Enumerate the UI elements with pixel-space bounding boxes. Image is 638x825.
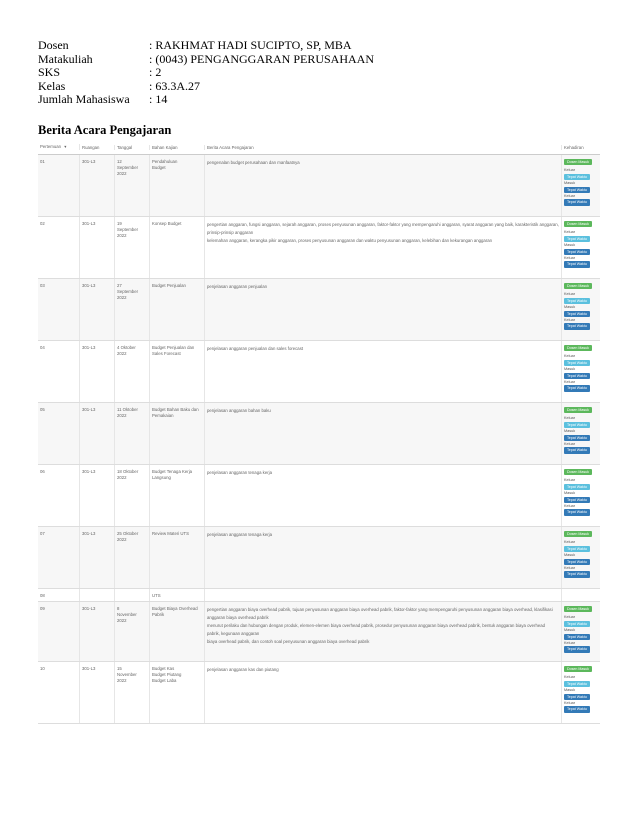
cell-tanggal: 12 September 2022 — [115, 155, 150, 216]
dosen-masuk-button[interactable]: Dosen Masuk — [564, 159, 592, 165]
keluar-label: Keluar — [564, 317, 575, 322]
table-header — [38, 140, 600, 155]
dosen-masuk-button[interactable]: Dosen Masuk — [564, 283, 592, 289]
cell-kehadiran — [562, 155, 600, 216]
table-row — [38, 217, 600, 279]
info-key: Matakuliah — [38, 51, 93, 66]
dosen-masuk-button[interactable]: Dosen Masuk — [564, 531, 592, 537]
col-header-kehadiran[interactable]: Kehadiran — [564, 144, 584, 150]
cell-pertemuan: 10 — [38, 662, 80, 723]
masuk-label: Masuk — [564, 243, 576, 248]
table-row — [38, 602, 600, 662]
masuk-label: Masuk — [564, 688, 576, 693]
cell-ruangan: 301-L3 — [80, 341, 115, 402]
tepat-waktu-badge[interactable]: Tepat Waktu — [564, 546, 590, 552]
table-row — [38, 662, 600, 724]
cell-berita-acara: penjelasan anggaran tenaga kerja — [205, 527, 562, 588]
cell-kehadiran — [562, 527, 600, 588]
tepat-waktu-button[interactable]: Tepat Waktu — [564, 323, 590, 329]
info-value: : RAKHMAT HADI SUCIPTO, SP, MBA — [149, 38, 352, 52]
keluar-label: Keluar — [564, 540, 575, 545]
cell-pertemuan: 05 — [38, 403, 80, 464]
keluar-label: Keluar — [564, 292, 575, 297]
table-row — [38, 589, 600, 602]
cell-bahan-kajian: Review Materi UTS — [150, 527, 205, 588]
dosen-masuk-button[interactable]: Dosen Masuk — [564, 666, 592, 672]
tepat-waktu-button[interactable]: Tepat Waktu — [564, 634, 590, 640]
cell-pertemuan: 03 — [38, 279, 80, 340]
tepat-waktu-button[interactable]: Tepat Waktu — [564, 187, 590, 193]
cell-tanggal: 11 Oktober 2022 — [115, 403, 150, 464]
info-row — [38, 80, 374, 94]
cell-ruangan — [80, 589, 115, 601]
tepat-waktu-button[interactable]: Tepat Waktu — [564, 447, 590, 453]
cell-bahan-kajian: UTS — [150, 589, 205, 601]
cell-berita-acara: penjelasan anggaran penjualan dan sales forecast — [205, 341, 562, 402]
dosen-masuk-button[interactable]: Dosen Masuk — [564, 469, 592, 475]
tepat-waktu-badge[interactable]: Tepat Waktu — [564, 360, 590, 366]
cell-kehadiran — [562, 465, 600, 526]
tepat-waktu-button[interactable]: Tepat Waktu — [564, 199, 590, 205]
keluar-label: Keluar — [564, 193, 575, 198]
cell-pertemuan: 09 — [38, 602, 80, 661]
cell-bahan-kajian: Budget Tenaga Kerja Langsung — [150, 465, 205, 526]
tepat-waktu-button[interactable]: Tepat Waktu — [564, 435, 590, 441]
tepat-waktu-button[interactable]: Tepat Waktu — [564, 706, 590, 712]
table-row — [38, 527, 600, 589]
table-row — [38, 341, 600, 403]
info-key: SKS — [38, 65, 61, 80]
keluar-label: Keluar — [564, 675, 575, 680]
masuk-label: Masuk — [564, 305, 576, 310]
keluar-label: Keluar — [564, 503, 575, 508]
info-row — [38, 39, 374, 53]
tepat-waktu-badge[interactable]: Tepat Waktu — [564, 621, 590, 627]
section-title: Berita Acara Pengajaran — [38, 123, 172, 137]
tepat-waktu-button[interactable]: Tepat Waktu — [564, 261, 590, 267]
masuk-label: Masuk — [564, 181, 576, 186]
masuk-label: Masuk — [564, 429, 576, 434]
keluar-label: Keluar — [564, 565, 575, 570]
keluar-label: Keluar — [564, 640, 575, 645]
course-info — [38, 39, 374, 107]
sort-icon: ▾ — [64, 144, 67, 149]
cell-ruangan: 301-L3 — [80, 155, 115, 216]
info-row — [38, 53, 374, 67]
col-header-bahan-kajian[interactable]: Bahan Kajian — [150, 145, 205, 150]
masuk-label: Masuk — [564, 367, 576, 372]
cell-bahan-kajian: Budget Bahan Baku dan Pemakaian — [150, 403, 205, 464]
tepat-waktu-button[interactable]: Tepat Waktu — [564, 373, 590, 379]
cell-pertemuan: 07 — [38, 527, 80, 588]
cell-pertemuan: 06 — [38, 465, 80, 526]
cell-tanggal: 8 November 2022 — [115, 602, 150, 661]
masuk-label: Masuk — [564, 553, 576, 558]
tepat-waktu-badge[interactable]: Tepat Waktu — [564, 174, 590, 180]
masuk-label: Masuk — [564, 628, 576, 633]
tepat-waktu-button[interactable]: Tepat Waktu — [564, 385, 590, 391]
cell-ruangan: 301-L3 — [80, 527, 115, 588]
cell-ruangan: 301-L3 — [80, 465, 115, 526]
cell-ruangan: 301-L3 — [80, 403, 115, 464]
tepat-waktu-button[interactable]: Tepat Waktu — [564, 694, 590, 700]
teaching-report-table — [38, 140, 600, 724]
cell-berita-acara: pengenalan budget perusahaan dan manfaatnya — [205, 155, 562, 216]
tepat-waktu-button[interactable]: Tepat Waktu — [564, 559, 590, 565]
tepat-waktu-button[interactable]: Tepat Waktu — [564, 311, 590, 317]
cell-tanggal — [115, 589, 150, 601]
info-key: Jumlah Mahasiswa — [38, 92, 130, 107]
table-row — [38, 155, 600, 217]
keluar-label: Keluar — [564, 168, 575, 173]
cell-tanggal: 15 November 2022 — [115, 662, 150, 723]
keluar-label: Keluar — [564, 255, 575, 260]
cell-pertemuan: 08 — [38, 589, 80, 601]
cell-tanggal: 18 Oktober 2022 — [115, 465, 150, 526]
info-value: : 2 — [149, 65, 162, 80]
tepat-waktu-button[interactable]: Tepat Waktu — [564, 571, 590, 577]
cell-berita-acara: penjelasan anggaran penjualan — [205, 279, 562, 340]
col-header-ruangan[interactable]: Ruangan — [80, 145, 115, 150]
cell-kehadiran — [562, 279, 600, 340]
col-header-tanggal[interactable]: Tanggal — [115, 145, 150, 150]
keluar-label: Keluar — [564, 615, 575, 620]
col-header-pertemuan[interactable]: Pertemuan ▾ — [38, 144, 80, 150]
cell-ruangan: 301-L3 — [80, 602, 115, 661]
col-header-berita-acara[interactable]: Berita Acara Pengajaran — [205, 145, 562, 150]
keluar-label: Keluar — [564, 230, 575, 235]
keluar-label: Keluar — [564, 441, 575, 446]
cell-bahan-kajian: Konsep Budget — [150, 217, 205, 278]
cell-bahan-kajian: Budget Penjualan dan Sales Forecast — [150, 341, 205, 402]
cell-tanggal: 25 Oktober 2022 — [115, 527, 150, 588]
cell-berita-acara: pengertian anggaran biaya overhead pabrik, tujuan penyusunan anggaran biaya overhead pabrik, faktor-faktor yang mempengaruhi penyusunan anggaran biaya overhead, klasifikasi anggaran biaya overhead pabrik menurut perilaku dan hubungan dengan produk, elemen-elemen biaya overhead pabrik, prosedur penyusunan anggaran biaya overhead pabrik, bentuk anggaran biaya overhead pabrik, kegunaan anggaran biaya overhead pabrik, dan contoh soal penyusunan anggaran biaya overhead pabrik — [205, 602, 562, 661]
info-value: : (0043) PENGANGGARAN PERUSAHAAN — [149, 51, 375, 66]
tepat-waktu-badge[interactable]: Tepat Waktu — [564, 681, 590, 687]
cell-bahan-kajian: Budget Biaya Overhead Pabrik — [150, 602, 205, 661]
tepat-waktu-button[interactable]: Tepat Waktu — [564, 497, 590, 503]
dosen-masuk-button[interactable]: Dosen Masuk — [564, 221, 592, 227]
cell-kehadiran — [562, 217, 600, 278]
keluar-label: Keluar — [564, 700, 575, 705]
cell-kehadiran — [562, 602, 600, 661]
cell-berita-acara — [205, 589, 562, 601]
masuk-label: Masuk — [564, 491, 576, 496]
info-row — [38, 66, 374, 80]
cell-berita-acara: penjelasan anggaran tenaga kerja — [205, 465, 562, 526]
info-row — [38, 93, 374, 107]
keluar-label: Keluar — [564, 416, 575, 421]
cell-ruangan: 301-L3 — [80, 662, 115, 723]
cell-tanggal: 4 Oktober 2022 — [115, 341, 150, 402]
info-value: : 63.3A.27 — [149, 78, 200, 93]
cell-tanggal: 27 September 2022 — [115, 279, 150, 340]
cell-ruangan: 301-L3 — [80, 279, 115, 340]
cell-berita-acara: penjelasan anggaran kas dan piutang — [205, 662, 562, 723]
table-row — [38, 279, 600, 341]
cell-pertemuan: 02 — [38, 217, 80, 278]
cell-bahan-kajian: Budget Kas Budget Piutang Budget Laba — [150, 662, 205, 723]
cell-bahan-kajian: Pendahuluan Budget — [150, 155, 205, 216]
cell-pertemuan: 01 — [38, 155, 80, 216]
dosen-masuk-button[interactable]: Dosen Masuk — [564, 606, 592, 612]
tepat-waktu-badge[interactable]: Tepat Waktu — [564, 422, 590, 428]
info-key: Kelas — [38, 78, 66, 93]
table-row — [38, 465, 600, 527]
keluar-label: Keluar — [564, 354, 575, 359]
cell-pertemuan: 04 — [38, 341, 80, 402]
cell-kehadiran — [562, 662, 600, 723]
table-row — [38, 403, 600, 465]
tepat-waktu-badge[interactable]: Tepat Waktu — [564, 298, 590, 304]
info-key: Dosen — [38, 38, 69, 52]
tepat-waktu-button[interactable]: Tepat Waktu — [564, 249, 590, 255]
cell-bahan-kajian: Budget Penjualan — [150, 279, 205, 340]
info-value: : 14 — [149, 92, 168, 107]
dosen-masuk-button[interactable]: Dosen Masuk — [564, 345, 592, 351]
dosen-masuk-button[interactable]: Dosen Masuk — [564, 407, 592, 413]
cell-berita-acara: pengertian anggaran, fungsi anggaran, sejarah anggaran, proses penyusunan anggaran, faktor-faktor yang mempengaruhi anggaran, syarat anggaran yang baik, karakteristik anggaran, prinsip-prinsip anggaran kelemahan anggaran, kerangka pikir anggaran, proses penyusunan anggaran dan waktu penyusunan anggaran, kelebihan dan kekurangan anggaran — [205, 217, 562, 278]
tepat-waktu-badge[interactable]: Tepat Waktu — [564, 236, 590, 242]
tepat-waktu-button[interactable]: Tepat Waktu — [564, 646, 590, 652]
tepat-waktu-badge[interactable]: Tepat Waktu — [564, 484, 590, 490]
table-body — [38, 155, 600, 724]
cell-ruangan: 301-L3 — [80, 217, 115, 278]
cell-tanggal: 19 September 2022 — [115, 217, 150, 278]
cell-berita-acara: penjelasan anggaran bahan baku — [205, 403, 562, 464]
tepat-waktu-button[interactable]: Tepat Waktu — [564, 509, 590, 515]
keluar-label: Keluar — [564, 379, 575, 384]
cell-kehadiran — [562, 341, 600, 402]
keluar-label: Keluar — [564, 478, 575, 483]
cell-kehadiran — [562, 403, 600, 464]
cell-kehadiran — [562, 589, 600, 601]
